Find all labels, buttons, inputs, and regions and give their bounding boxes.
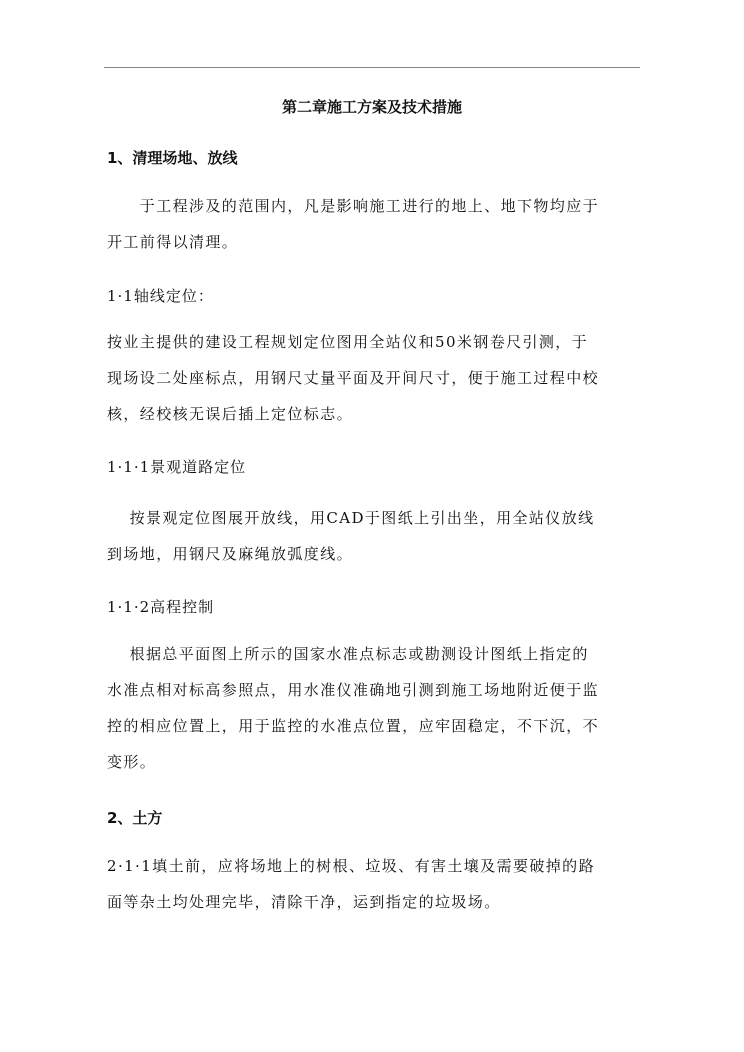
text-line: 变形。 <box>107 753 157 771</box>
text-line: 核，经校核无误后插上定位标志。 <box>107 405 354 423</box>
text-line: 按业主提供的建设工程规划定位图用全站仪和50米钢卷尺引测，于 <box>107 333 589 351</box>
section-2-1-1-paragraph <box>107 848 639 920</box>
text-line: 2·1·1填土前，应将场地上的树根、垃圾、有害土壤及需要破掉的路 <box>107 857 595 875</box>
text-line: 按景观定位图展开放线，用CAD于图纸上引出坐，用全站仪放线 <box>107 509 595 527</box>
header-rule <box>104 67 640 68</box>
section-1-1-heading: 1·1轴线定位： <box>107 287 214 305</box>
chapter-title: 第二章施工方案及技术措施 <box>281 98 462 116</box>
section-1-heading: 1、清理场地、放线 <box>107 149 238 167</box>
section-2-heading: 2、土方 <box>107 809 163 827</box>
text-line: 控的相应位置上，用于监控的水准点位置，应牢固稳定，不下沉，不 <box>107 717 600 735</box>
section-1-1-paragraph <box>107 324 639 432</box>
section-1-1-2-paragraph <box>107 636 639 780</box>
text-line: 到场地，用钢尺及麻绳放弧度线。 <box>107 545 354 563</box>
section-1-paragraph <box>107 188 639 260</box>
section-1-1-2-heading: 1·1·2高程控制 <box>107 598 215 616</box>
text-line: 现场设二处座标点，用钢尺丈量平面及开间尺寸，便于施工过程中校 <box>107 369 600 387</box>
section-1-1-1-heading: 1·1·1景观道路定位 <box>107 458 247 476</box>
text-line: 面等杂土均处理完毕，清除干净，运到指定的垃圾场。 <box>107 893 501 911</box>
text-line: 开工前得以清理。 <box>107 233 239 251</box>
text-line: 根据总平面图上所示的国家水准点标志或勘测设计图纸上指定的 <box>107 645 589 663</box>
text-line: 水准点相对标高参照点，用水准仪准确地引测到施工场地附近便于监 <box>107 681 600 699</box>
text-line: 于工程涉及的范围内，凡是影响施工进行的地上、地下物均应于 <box>107 197 600 215</box>
section-1-1-1-paragraph <box>107 500 639 572</box>
